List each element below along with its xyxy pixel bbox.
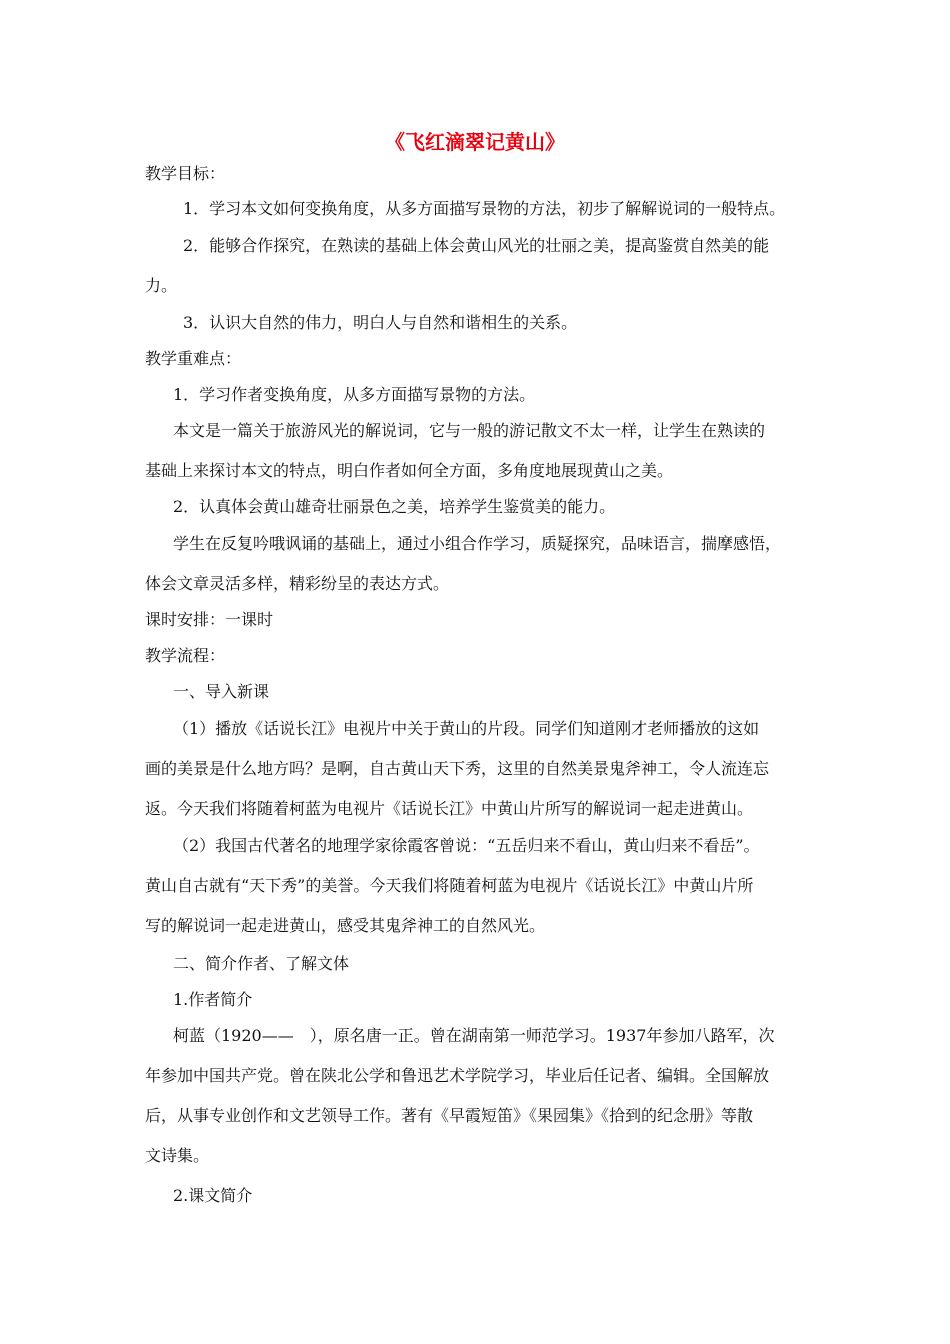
section-heading-process: 教学流程： xyxy=(145,646,226,665)
subsection-heading: 2.课文简介 xyxy=(173,1186,253,1205)
paragraph-line: 基础上来探讨本文的特点，明白作者如何全方面，多角度地展现黄山之美。 xyxy=(145,461,674,480)
subsection-heading: 1.作者简介 xyxy=(173,990,253,1009)
paragraph-line: 文诗集。 xyxy=(145,1146,210,1165)
paragraph-line: 学生在反复吟哦讽诵的基础上，通过小组合作学习，质疑探究，品味语言，揣摩感悟， xyxy=(173,534,782,553)
paragraph-line: 力。 xyxy=(145,276,178,295)
paragraph-line: 黄山自古就有“天下秀”的美誉。今天我们将随着柯蓝为电视片《话说长江》中黄山片所 xyxy=(145,876,754,895)
paragraph-line: 3．认识大自然的伟力，明白人与自然和谐相生的关系。 xyxy=(183,313,578,332)
paragraph-line: 1．学习本文如何变换角度，从多方面描写景物的方法，初步了解解说词的一般特点。 xyxy=(183,199,786,218)
paragraph-line: 返。今天我们将随着柯蓝为电视片《话说长江》中黄山片所写的解说词一起走进黄山。 xyxy=(145,799,754,818)
paragraph-line: 1．学习作者变换角度，从多方面描写景物的方法。 xyxy=(173,385,536,404)
paragraph-line: 柯蓝（1920—— ），原名唐一正。曾在湖南第一师范学习。1937年参加八路军，次 xyxy=(173,1026,775,1045)
paragraph-line: 本文是一篇关于旅游风光的解说词，它与一般的游记散文不太一样，让学生在熟读的 xyxy=(173,421,766,440)
document-title: 《飞红滴翠记黄山》 xyxy=(385,130,565,154)
subsection-heading: 二、简介作者、了解文体 xyxy=(173,954,350,973)
section-heading-goals: 教学目标： xyxy=(145,164,226,183)
paragraph-line: （1）播放《话说长江》电视片中关于黄山的片段。同学们知道刚才老师播放的这如 xyxy=(173,719,760,738)
paragraph-line: 画的美景是什么地方吗？是啊，自古黄山天下秀，这里的自然美景鬼斧神工，令人流连忘 xyxy=(145,759,770,778)
paragraph-line: 写的解说词一起走进黄山，感受其鬼斧神工的自然风光。 xyxy=(145,916,546,935)
paragraph-line: 后，从事专业创作和文艺领导工作。著有《早霞短笛》《果园集》《拾到的纪念册》等散 xyxy=(145,1106,754,1125)
paragraph-line: 年参加中国共产党。曾在陕北公学和鲁迅艺术学院学习，毕业后任记者、编辑。全国解放 xyxy=(145,1066,770,1085)
subsection-heading: 一、导入新课 xyxy=(173,682,270,701)
section-heading-schedule: 课时安排：一课时 xyxy=(145,610,274,629)
paragraph-line: 2．能够合作探究，在熟读的基础上体会黄山风光的壮丽之美，提高鉴赏自然美的能 xyxy=(183,236,770,255)
paragraph-line: 体会文章灵活多样，精彩纷呈的表达方式。 xyxy=(145,574,450,593)
paragraph-line: 2．认真体会黄山雄奇壮丽景色之美，培养学生鉴赏美的能力。 xyxy=(173,497,616,516)
paragraph-line: （2）我国古代著名的地理学家徐霞客曾说：“五岳归来不看山，黄山归来不看岳”。 xyxy=(173,836,760,855)
section-heading-key-points: 教学重难点： xyxy=(145,349,242,368)
